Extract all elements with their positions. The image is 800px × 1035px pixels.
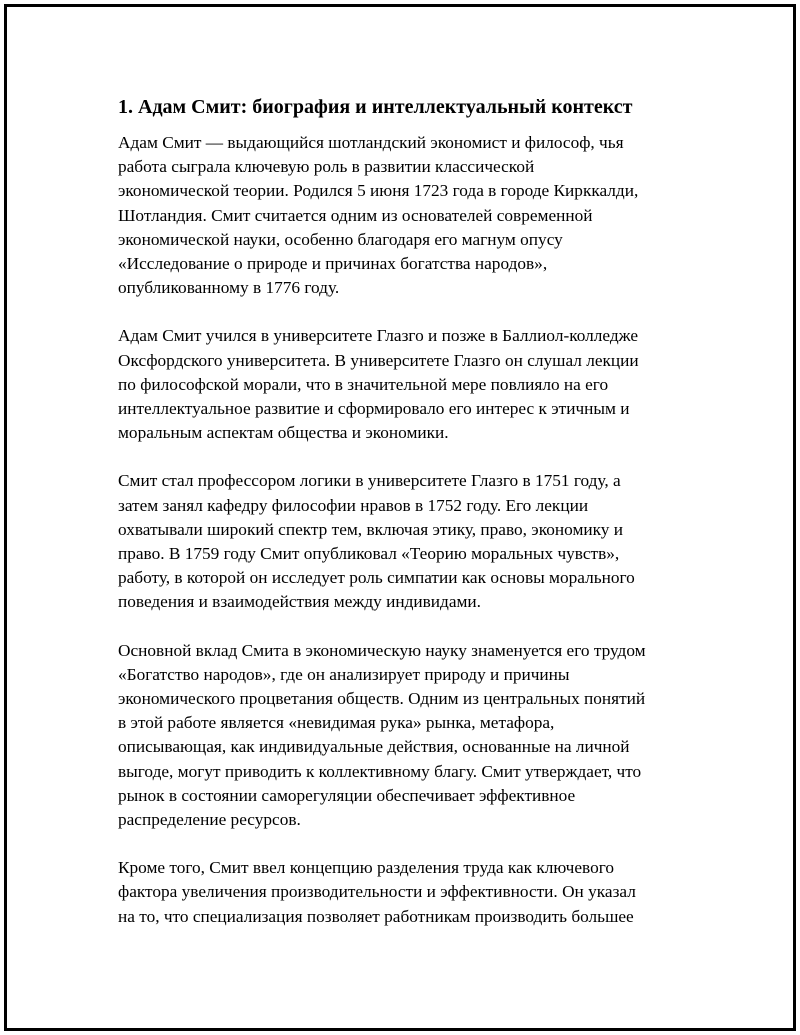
text-line: распределение ресурсов. — [118, 810, 301, 830]
text-line: в этой работе является «невидимая рука» рынка, метафора, — [118, 713, 555, 733]
text-line: описывающая, как индивидуальные действия, основанные на личной — [118, 737, 630, 757]
text-line: Оксфордского университета. В университете Глазго он слушал лекции — [118, 350, 639, 370]
text-line: фактора увеличения производительности и эффективности. Он указал — [118, 882, 636, 902]
text-line: работа сыграла ключевую роль в развитии классической — [118, 157, 535, 177]
text-line: экономической теории. Родился 5 июня 1723 года в городе Кирккалди, — [118, 181, 639, 201]
text-line: затем занял кафедру философии нравов в 1752 году. Его лекции — [118, 495, 589, 515]
paragraph-1 — [118, 131, 688, 300]
text-line: моральным аспектам общества и экономики. — [118, 423, 449, 443]
text-line: Основной вклад Смита в экономическую науку знаменуется его трудом — [118, 640, 646, 660]
text-line: работу, в которой он исследует роль симпатии как основы морального — [118, 568, 635, 588]
text-line: на то, что специализация позволяет работникам производить большее — [118, 906, 634, 926]
text-line: интеллектуальное развитие и сформировало его интерес к этичным и — [118, 399, 630, 419]
text-line: Шотландия. Смит считается одним из основателей современной — [118, 205, 593, 225]
text-line: Смит стал профессором логики в университете Глазго в 1751 году, а — [118, 471, 621, 491]
paragraph-3 — [118, 469, 688, 614]
text-line: Адам Смит — выдающийся шотландский экономист и философ, чья — [118, 133, 624, 152]
paragraph-4 — [118, 639, 688, 833]
text-line: поведения и взаимодействия между индивидами. — [118, 592, 481, 612]
document-body — [118, 94, 688, 953]
text-line: право. В 1759 году Смит опубликовал «Теорию моральных чувств», — [118, 544, 620, 564]
text-line: экономической науки, особенно благодаря его магнум опусу — [118, 229, 563, 249]
text-line: выгоде, могут приводить к коллективному благу. Смит утверждает, что — [118, 761, 642, 781]
text-line: опубликованному в 1776 году. — [118, 278, 340, 298]
paragraph-2 — [118, 324, 688, 445]
text-line: «Исследование о природе и причинах богатства народов», — [118, 254, 548, 274]
text-line: Кроме того, Смит ввел концепцию разделения труда как ключевого — [118, 858, 615, 878]
text-line: охватывали широкий спектр тем, включая этику, право, экономику и — [118, 519, 623, 539]
paragraph-5 — [118, 856, 688, 929]
section-heading: 1. Адам Смит: биография и интеллектуальный контекст — [118, 96, 633, 118]
text-line: по философской морали, что в значительной мере повлияло на его — [118, 374, 609, 394]
text-line: рынок в состоянии саморегуляции обеспечивает эффективное — [118, 785, 576, 805]
text-line: экономического процветания обществ. Одним из центральных понятий — [118, 689, 646, 709]
text-line: Адам Смит учился в университете Глазго и позже в Баллиол-колледже — [118, 326, 639, 346]
text-line: «Богатство народов», где он анализирует природу и причины — [118, 664, 570, 684]
